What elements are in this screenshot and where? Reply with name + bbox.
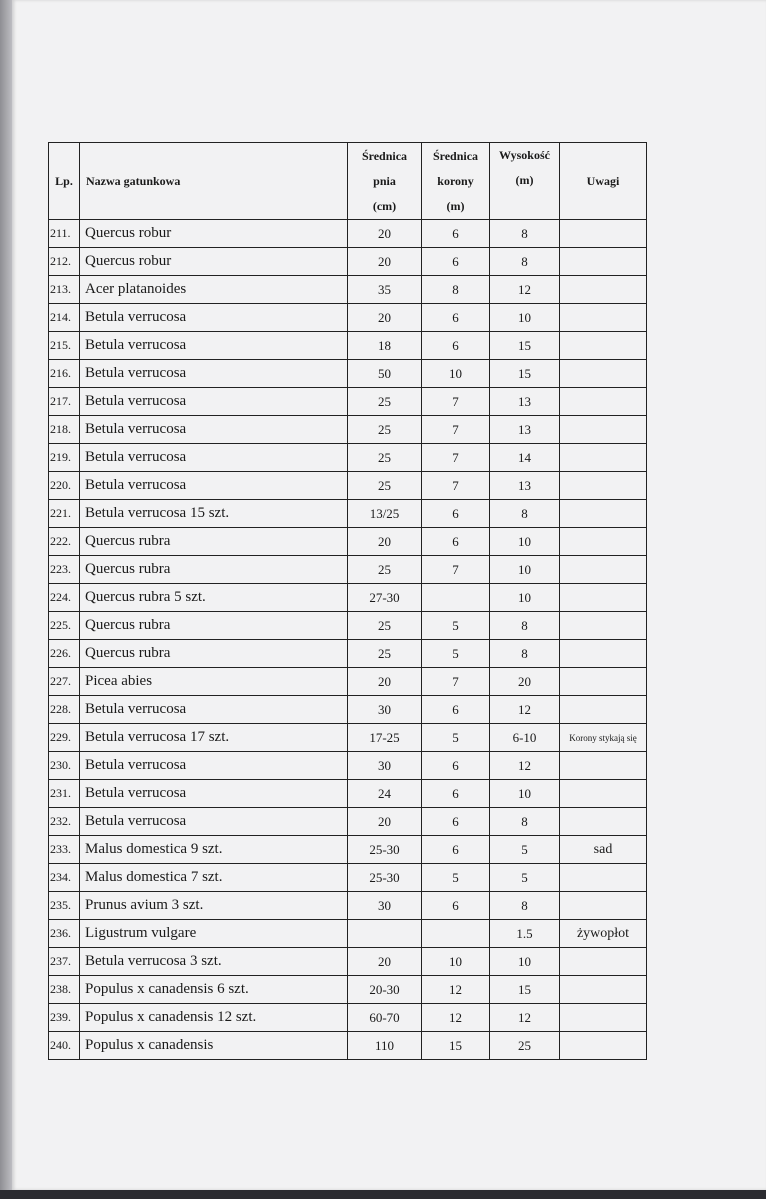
cell-species-name: Quercus rubra: [80, 612, 348, 640]
cell-trunk-diameter: 20: [348, 948, 422, 976]
cell-trunk-diameter: 13/25: [348, 500, 422, 528]
table-row: [49, 892, 647, 920]
cell-notes: [560, 556, 647, 584]
table-row: [49, 220, 647, 248]
cell-trunk-diameter: 110: [348, 1032, 422, 1060]
cell-crown-diameter: 6: [422, 220, 490, 248]
cell-notes: [560, 472, 647, 500]
table-row: [49, 836, 647, 864]
cell-trunk-diameter: 60-70: [348, 1004, 422, 1032]
cell-species-name: Quercus robur: [80, 248, 348, 276]
cell-species-name: Malus domestica 7 szt.: [80, 864, 348, 892]
cell-lp: 226.: [49, 640, 80, 668]
cell-notes: [560, 948, 647, 976]
cell-height: 8: [490, 612, 560, 640]
table-row: [49, 416, 647, 444]
cell-notes: [560, 696, 647, 724]
cell-species-name: Betula verrucosa 15 szt.: [80, 500, 348, 528]
table-row: [49, 472, 647, 500]
cell-crown-diameter: 6: [422, 808, 490, 836]
cell-crown-diameter: 6: [422, 304, 490, 332]
table-row: [49, 920, 647, 948]
cell-height: 12: [490, 276, 560, 304]
cell-trunk-diameter: 25: [348, 444, 422, 472]
cell-lp: 234.: [49, 864, 80, 892]
cell-crown-diameter: 8: [422, 276, 490, 304]
cell-crown-diameter: 6: [422, 500, 490, 528]
cell-notes: [560, 976, 647, 1004]
cell-trunk-diameter: 20: [348, 528, 422, 556]
table-row: [49, 1004, 647, 1032]
header-crown-line-3: (m): [446, 198, 465, 213]
table-row: [49, 556, 647, 584]
cell-species-name: Quercus rubra: [80, 556, 348, 584]
table-row: [49, 332, 647, 360]
header-trunk-line-2: pnia: [373, 173, 396, 188]
cell-species-name: Betula verrucosa: [80, 388, 348, 416]
table-row: [49, 864, 647, 892]
cell-species-name: Betula verrucosa: [80, 808, 348, 836]
cell-species-name: Quercus robur: [80, 220, 348, 248]
cell-species-name: Ligustrum vulgare: [80, 920, 348, 948]
table-row: [49, 752, 647, 780]
table-row: [49, 276, 647, 304]
cell-lp: 229.: [49, 724, 80, 752]
cell-lp: 212.: [49, 248, 80, 276]
cell-trunk-diameter: 20: [348, 220, 422, 248]
cell-lp: 214.: [49, 304, 80, 332]
cell-species-name: Betula verrucosa: [80, 416, 348, 444]
cell-height: 10: [490, 780, 560, 808]
cell-crown-diameter: 7: [422, 556, 490, 584]
cell-species-name: Acer platanoides: [80, 276, 348, 304]
table-row: [49, 780, 647, 808]
cell-species-name: Betula verrucosa: [80, 304, 348, 332]
cell-crown-diameter: 12: [422, 976, 490, 1004]
cell-crown-diameter: 10: [422, 948, 490, 976]
cell-crown-diameter: 7: [422, 444, 490, 472]
cell-trunk-diameter: 20: [348, 248, 422, 276]
cell-trunk-diameter: 27-30: [348, 584, 422, 612]
header-trunk-diameter: [348, 143, 422, 220]
cell-lp: 222.: [49, 528, 80, 556]
cell-lp: 233.: [49, 836, 80, 864]
cell-crown-diameter: 7: [422, 416, 490, 444]
cell-trunk-diameter: 25: [348, 388, 422, 416]
table-row: [49, 304, 647, 332]
cell-species-name: Picea abies: [80, 668, 348, 696]
cell-trunk-diameter: 20: [348, 304, 422, 332]
cell-height: 12: [490, 752, 560, 780]
cell-crown-diameter: [422, 584, 490, 612]
cell-crown-diameter: 6: [422, 248, 490, 276]
cell-height: 12: [490, 696, 560, 724]
cell-lp: 224.: [49, 584, 80, 612]
cell-species-name: Prunus avium 3 szt.: [80, 892, 348, 920]
cell-lp: 228.: [49, 696, 80, 724]
cell-height: 10: [490, 304, 560, 332]
cell-height: 13: [490, 472, 560, 500]
table-row: [49, 248, 647, 276]
header-trunk-line-1: Średnica: [361, 148, 408, 163]
cell-lp: 237.: [49, 948, 80, 976]
table-row: [49, 696, 647, 724]
table-row: [49, 584, 647, 612]
cell-crown-diameter: 12: [422, 1004, 490, 1032]
cell-lp: 227.: [49, 668, 80, 696]
cell-notes: [560, 304, 647, 332]
cell-trunk-diameter: 24: [348, 780, 422, 808]
cell-crown-diameter: 5: [422, 612, 490, 640]
cell-species-name: Betula verrucosa: [80, 360, 348, 388]
cell-crown-diameter: 6: [422, 332, 490, 360]
cell-height: 5: [490, 836, 560, 864]
cell-lp: 221.: [49, 500, 80, 528]
cell-trunk-diameter: 30: [348, 892, 422, 920]
cell-species-name: Populus x canadensis: [80, 1032, 348, 1060]
table-row: [49, 640, 647, 668]
cell-notes: [560, 808, 647, 836]
cell-height: 15: [490, 976, 560, 1004]
cell-height: 25: [490, 1032, 560, 1060]
cell-species-name: Quercus rubra: [80, 528, 348, 556]
cell-notes: [560, 388, 647, 416]
cell-lp: 216.: [49, 360, 80, 388]
cell-notes: [560, 332, 647, 360]
table-row: [49, 948, 647, 976]
cell-trunk-diameter: 20: [348, 668, 422, 696]
cell-crown-diameter: 7: [422, 388, 490, 416]
cell-height: 1.5: [490, 920, 560, 948]
cell-crown-diameter: 5: [422, 724, 490, 752]
cell-trunk-diameter: 50: [348, 360, 422, 388]
table-row: [49, 444, 647, 472]
table-header-row: [49, 143, 647, 220]
cell-trunk-diameter: 25-30: [348, 864, 422, 892]
cell-trunk-diameter: 30: [348, 752, 422, 780]
cell-crown-diameter: 7: [422, 668, 490, 696]
cell-height: 13: [490, 416, 560, 444]
cell-species-name: Quercus rubra: [80, 640, 348, 668]
cell-lp: 238.: [49, 976, 80, 1004]
cell-notes: sad: [560, 836, 647, 864]
cell-notes: [560, 668, 647, 696]
cell-lp: 225.: [49, 612, 80, 640]
cell-notes: [560, 248, 647, 276]
cell-species-name: Betula verrucosa: [80, 752, 348, 780]
cell-height: 8: [490, 892, 560, 920]
cell-height: 8: [490, 500, 560, 528]
cell-height: 5: [490, 864, 560, 892]
cell-trunk-diameter: [348, 920, 422, 948]
header-crown-diameter: [422, 143, 490, 220]
header-notes: Uwagi: [560, 143, 647, 220]
page-bottom-edge: [0, 1190, 766, 1199]
cell-crown-diameter: 15: [422, 1032, 490, 1060]
cell-lp: 215.: [49, 332, 80, 360]
cell-crown-diameter: 6: [422, 836, 490, 864]
cell-height: 10: [490, 948, 560, 976]
cell-trunk-diameter: 35: [348, 276, 422, 304]
cell-trunk-diameter: 25-30: [348, 836, 422, 864]
header-species-name: Nazwa gatunkowa: [80, 143, 348, 220]
cell-trunk-diameter: 25: [348, 612, 422, 640]
cell-height: 10: [490, 584, 560, 612]
cell-trunk-diameter: 17-25: [348, 724, 422, 752]
cell-species-name: Betula verrucosa: [80, 332, 348, 360]
cell-notes: [560, 528, 647, 556]
cell-notes: żywopłot: [560, 920, 647, 948]
cell-trunk-diameter: 25: [348, 472, 422, 500]
cell-trunk-diameter: 18: [348, 332, 422, 360]
cell-height: 15: [490, 360, 560, 388]
cell-notes: [560, 864, 647, 892]
table-row: [49, 388, 647, 416]
cell-notes: [560, 780, 647, 808]
cell-notes: [560, 220, 647, 248]
tree-inventory-table: [48, 142, 647, 1060]
cell-species-name: Betula verrucosa: [80, 444, 348, 472]
header-trunk-line-3: (cm): [372, 198, 397, 213]
cell-lp: 239.: [49, 1004, 80, 1032]
cell-lp: 217.: [49, 388, 80, 416]
table-row: [49, 976, 647, 1004]
cell-lp: 240.: [49, 1032, 80, 1060]
cell-crown-diameter: 6: [422, 696, 490, 724]
cell-species-name: Quercus rubra 5 szt.: [80, 584, 348, 612]
cell-height: 8: [490, 220, 560, 248]
cell-notes: [560, 752, 647, 780]
cell-height: 6-10: [490, 724, 560, 752]
header-height-line-1: Wysokość: [499, 148, 550, 162]
header-crown-line-2: korony: [437, 173, 474, 188]
cell-notes: [560, 360, 647, 388]
cell-crown-diameter: 6: [422, 528, 490, 556]
cell-lp: 218.: [49, 416, 80, 444]
cell-trunk-diameter: 20: [348, 808, 422, 836]
cell-trunk-diameter: 20-30: [348, 976, 422, 1004]
header-height-line-2: (m): [515, 173, 534, 187]
cell-lp: 236.: [49, 920, 80, 948]
cell-lp: 232.: [49, 808, 80, 836]
cell-species-name: Betula verrucosa 17 szt.: [80, 724, 348, 752]
cell-crown-diameter: 5: [422, 640, 490, 668]
cell-height: 14: [490, 444, 560, 472]
cell-lp: 211.: [49, 220, 80, 248]
table-row: [49, 1032, 647, 1060]
table-row: [49, 500, 647, 528]
cell-species-name: Populus x canadensis 6 szt.: [80, 976, 348, 1004]
cell-notes: [560, 892, 647, 920]
table-row: [49, 612, 647, 640]
cell-crown-diameter: 6: [422, 780, 490, 808]
cell-notes: [560, 444, 647, 472]
header-crown-line-1: Średnica: [432, 148, 479, 163]
cell-height: 10: [490, 528, 560, 556]
table-row: [49, 668, 647, 696]
cell-crown-diameter: 7: [422, 472, 490, 500]
cell-notes: [560, 1032, 647, 1060]
cell-height: 10: [490, 556, 560, 584]
cell-crown-diameter: 6: [422, 752, 490, 780]
cell-species-name: Malus domestica 9 szt.: [80, 836, 348, 864]
cell-notes: Korony stykają się: [560, 724, 647, 752]
cell-notes: [560, 584, 647, 612]
cell-notes: [560, 1004, 647, 1032]
cell-lp: 220.: [49, 472, 80, 500]
cell-trunk-diameter: 30: [348, 696, 422, 724]
table-row: [49, 808, 647, 836]
header-lp: Lp.: [49, 143, 80, 220]
cell-lp: 213.: [49, 276, 80, 304]
table-row: [49, 528, 647, 556]
cell-crown-diameter: 10: [422, 360, 490, 388]
cell-lp: 235.: [49, 892, 80, 920]
header-height: [490, 143, 560, 220]
cell-height: 8: [490, 640, 560, 668]
cell-height: 20: [490, 668, 560, 696]
cell-notes: [560, 612, 647, 640]
cell-height: 8: [490, 808, 560, 836]
cell-trunk-diameter: 25: [348, 556, 422, 584]
cell-species-name: Betula verrucosa 3 szt.: [80, 948, 348, 976]
cell-lp: 223.: [49, 556, 80, 584]
cell-species-name: Betula verrucosa: [80, 472, 348, 500]
cell-lp: 219.: [49, 444, 80, 472]
cell-notes: [560, 276, 647, 304]
cell-crown-diameter: 6: [422, 892, 490, 920]
cell-lp: 231.: [49, 780, 80, 808]
cell-crown-diameter: [422, 920, 490, 948]
cell-species-name: Betula verrucosa: [80, 780, 348, 808]
cell-height: 12: [490, 1004, 560, 1032]
cell-height: 13: [490, 388, 560, 416]
cell-height: 15: [490, 332, 560, 360]
cell-notes: [560, 500, 647, 528]
cell-notes: [560, 416, 647, 444]
table-row: [49, 724, 647, 752]
cell-species-name: Betula verrucosa: [80, 696, 348, 724]
cell-notes: [560, 640, 647, 668]
cell-lp: 230.: [49, 752, 80, 780]
cell-height: 8: [490, 248, 560, 276]
cell-crown-diameter: 5: [422, 864, 490, 892]
page-left-edge: [0, 0, 12, 1190]
cell-species-name: Populus x canadensis 12 szt.: [80, 1004, 348, 1032]
table-row: [49, 360, 647, 388]
cell-trunk-diameter: 25: [348, 640, 422, 668]
cell-trunk-diameter: 25: [348, 416, 422, 444]
